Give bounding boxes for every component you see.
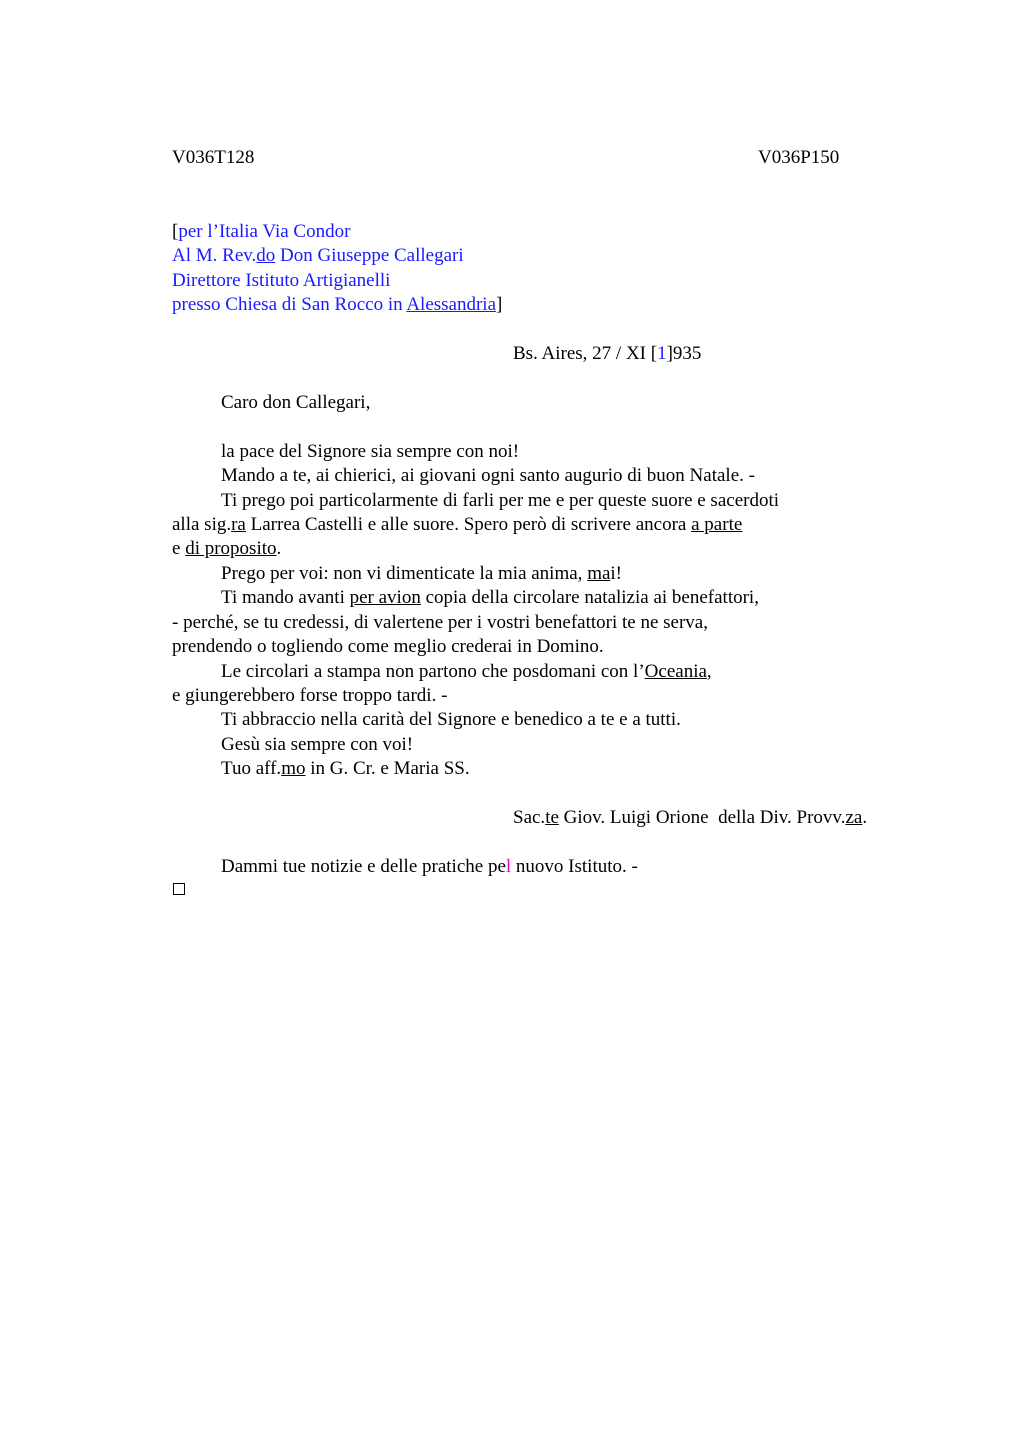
body-text: , xyxy=(706,661,712,682)
signature-text: . xyxy=(862,807,868,828)
body-line: Gesù sia sempre con voi! xyxy=(221,734,414,755)
body-underlined: mo xyxy=(281,758,306,779)
body-underlined: ra xyxy=(231,514,246,535)
salutation: Caro don Callegari, xyxy=(221,392,371,413)
address-text: Al M. Rev. xyxy=(172,245,257,266)
header-right-code: V036P150 xyxy=(758,147,840,168)
postscript-text: Dammi tue notizie e delle pratiche pe xyxy=(221,856,506,877)
body-line: - perché, se tu credessi, di valertene per i vostri benefattori te ne serva, xyxy=(172,612,708,633)
end-mark-square-icon xyxy=(173,883,185,895)
date-text: ]935 xyxy=(666,343,702,364)
body-line xyxy=(172,538,281,560)
body-text: Le circolari a stampa non partono che posdomani con l’ xyxy=(221,661,645,682)
body-text: Ti mando avanti xyxy=(221,587,350,608)
body-text: Prego per voi: non vi dimenticate la mia anima, xyxy=(221,563,588,584)
date-text: Bs. Aires, 27 / XI [ xyxy=(513,343,658,364)
body-text: . xyxy=(276,538,282,559)
body-underlined: di proposito xyxy=(185,538,277,559)
body-line: Ti prego poi particolarmente di farli per me e per queste suore e sacerdoti xyxy=(221,490,780,511)
body-text: i! xyxy=(610,563,623,584)
body-line: e giungerebbero forse troppo tardi. - xyxy=(172,685,448,706)
signature-text: Giov. Luigi Orione della Div. Provv. xyxy=(558,807,846,828)
body-text: alla sig. xyxy=(172,514,232,535)
header-left-code: V036T128 xyxy=(172,147,255,168)
address-underlined: Alessandria xyxy=(406,294,497,315)
postscript-text: nuovo Istituto. - xyxy=(511,856,638,877)
address-line-3: Direttore Istituto Artigianelli xyxy=(172,270,391,291)
body-text: e xyxy=(172,538,186,559)
letter-date xyxy=(513,343,701,365)
body-text: Larrea Castelli e alle suore. Spero però di scrivere ancora xyxy=(245,514,692,535)
body-line: Ti abbraccio nella carità del Signore e benedico a te e a tutti. xyxy=(221,709,681,730)
body-line xyxy=(221,661,712,683)
address-text: Don Giuseppe Callegari xyxy=(275,245,464,266)
signature-text: Sac. xyxy=(513,807,546,828)
address-line-2 xyxy=(172,245,464,267)
body-underlined: per avion xyxy=(349,587,421,608)
address-underlined: do xyxy=(256,245,276,266)
address-line-4 xyxy=(172,294,502,316)
body-underlined: a parte xyxy=(691,514,743,535)
date-editorial: 1 xyxy=(657,343,667,364)
body-text: Tuo aff. xyxy=(221,758,282,779)
signature-underlined: te xyxy=(545,807,559,828)
open-bracket: [ xyxy=(172,221,179,242)
postscript-editorial: l xyxy=(505,856,512,877)
body-text: in G. Cr. e Maria SS. xyxy=(305,758,470,779)
body-line xyxy=(221,758,470,780)
body-line xyxy=(221,587,759,609)
body-line: Mando a te, ai chierici, ai giovani ogni santo augurio di buon Natale. - xyxy=(221,465,755,486)
close-bracket: ] xyxy=(496,294,503,315)
body-line: la pace del Signore sia sempre con noi! xyxy=(221,441,520,462)
address-text: presso Chiesa di San Rocco in xyxy=(172,294,407,315)
address-line-1 xyxy=(172,221,350,243)
body-underlined: Oceania xyxy=(644,661,707,682)
body-line: prendendo o togliendo come meglio crederai in Domino. xyxy=(172,636,604,657)
postscript xyxy=(221,856,638,878)
body-text: copia della circolare natalizia ai benefattori, xyxy=(420,587,759,608)
address-text: per l’Italia Via Condor xyxy=(178,221,351,242)
body-line xyxy=(221,563,622,585)
body-line xyxy=(172,514,742,536)
body-underlined: ma xyxy=(587,563,611,584)
signature xyxy=(513,807,867,829)
signature-underlined: za xyxy=(845,807,863,828)
